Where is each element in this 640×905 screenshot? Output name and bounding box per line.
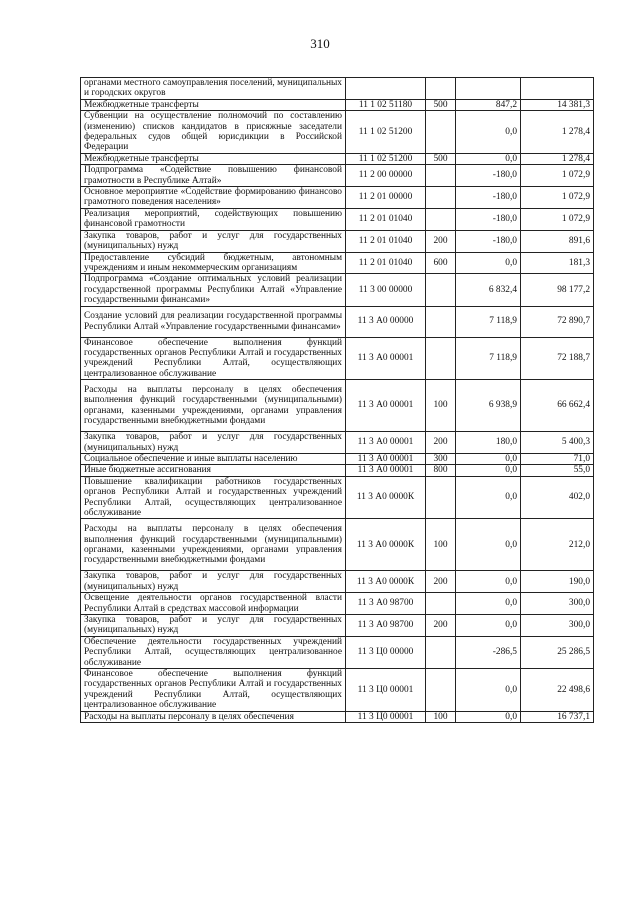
table-row xyxy=(81,593,594,615)
cell-description: Межбюджетные трансферты xyxy=(81,153,346,164)
table-row xyxy=(81,519,594,571)
cell-change-amount xyxy=(456,78,521,100)
cell-description: Расходы на выплаты персоналу в целях обеспечения xyxy=(81,711,346,722)
cell-expense-type xyxy=(426,306,456,337)
cell-description: Финансовое обеспечение выполнения функций государственных органов Республики Алтай и государственных учреждений Республики Алтай, осуществляющих централизованное обслуживание xyxy=(81,669,346,712)
cell-expense-type xyxy=(426,636,456,668)
cell-classification-code: 11 3 А0 00000 xyxy=(346,306,426,337)
cell-change-amount: 0,0 xyxy=(456,711,521,722)
cell-classification-code: 11 3 00 00000 xyxy=(346,274,426,306)
cell-change-amount: 7 118,9 xyxy=(456,306,521,337)
cell-change-amount: -180,0 xyxy=(456,208,521,230)
cell-description: Создание условий для реализации государственной программы Республики Алтай «Управление государственными финансами» xyxy=(81,306,346,337)
table-row xyxy=(81,165,594,187)
table-row xyxy=(81,111,594,154)
cell-expense-type xyxy=(426,111,456,154)
cell-classification-code: 11 2 01 00000 xyxy=(346,187,426,209)
cell-expense-type xyxy=(426,476,456,519)
cell-description: Реализация мероприятий, содействующих повышению финансовой грамотности xyxy=(81,208,346,230)
cell-change-amount: 0,0 xyxy=(456,465,521,476)
cell-classification-code: 11 2 01 01040 xyxy=(346,252,426,274)
table-row xyxy=(81,380,594,432)
cell-total-amount: 5 400,3 xyxy=(521,432,594,454)
cell-total-amount: 66 662,4 xyxy=(521,380,594,432)
cell-expense-type xyxy=(426,208,456,230)
table-row xyxy=(81,99,594,110)
cell-description: Иные бюджетные ассигнования xyxy=(81,465,346,476)
cell-classification-code xyxy=(346,78,426,100)
cell-total-amount: 1 278,4 xyxy=(521,111,594,154)
cell-classification-code: 11 2 01 01040 xyxy=(346,208,426,230)
cell-description: Закупка товаров, работ и услуг для государственных (муниципальных) нужд xyxy=(81,230,346,252)
table-row xyxy=(81,711,594,722)
cell-expense-type xyxy=(426,165,456,187)
cell-change-amount: 0,0 xyxy=(456,519,521,571)
cell-description: Субвенции на осуществление полномочий по составлению (изменению) списков кандидатов в присяжные заседатели федеральных судов общей юрисдикции в Российской Федерации xyxy=(81,111,346,154)
cell-change-amount: 0,0 xyxy=(456,571,521,593)
cell-expense-type xyxy=(426,337,456,380)
cell-change-amount: -286,5 xyxy=(456,636,521,668)
cell-expense-type: 100 xyxy=(426,519,456,571)
cell-total-amount: 98 177,2 xyxy=(521,274,594,306)
cell-change-amount: 0,0 xyxy=(456,669,521,712)
cell-description: Межбюджетные трансферты xyxy=(81,99,346,110)
cell-change-amount: 6 832,4 xyxy=(456,274,521,306)
page-number: 310 xyxy=(310,36,330,51)
budget-table xyxy=(80,77,594,723)
cell-total-amount xyxy=(521,78,594,100)
cell-change-amount: 0,0 xyxy=(456,476,521,519)
cell-description: Финансовое обеспечение выполнения функций государственных органов Республики Алтай и государственных учреждений Республики Алтай, осуществляющих централизованное обслуживание xyxy=(81,337,346,380)
cell-change-amount: 0,0 xyxy=(456,111,521,154)
cell-classification-code: 11 1 02 51200 xyxy=(346,111,426,154)
cell-description: Расходы на выплаты персоналу в целях обеспечения выполнения функций государственными (муниципальными) органами, казенными учреждениями, органами управления государственными внебюджетными фондами xyxy=(81,519,346,571)
table-row xyxy=(81,636,594,668)
cell-expense-type xyxy=(426,187,456,209)
cell-change-amount: 6 938,9 xyxy=(456,380,521,432)
cell-change-amount: 180,0 xyxy=(456,432,521,454)
cell-description: Подпрограмма «Содействие повышению финансовой грамотности в Республике Алтай» xyxy=(81,165,346,187)
cell-description: Обеспечение деятельности государственных учреждений Республики Алтай, осуществляющих централизованное обслуживание xyxy=(81,636,346,668)
table-row xyxy=(81,153,594,164)
cell-classification-code: 11 3 А0 0000К xyxy=(346,519,426,571)
cell-total-amount: 1 072,9 xyxy=(521,187,594,209)
table-row xyxy=(81,571,594,593)
cell-change-amount: 0,0 xyxy=(456,593,521,615)
cell-expense-type: 500 xyxy=(426,99,456,110)
cell-description: Повышение квалификации работников государственных органов Республики Алтай и государственных учреждений Республики Алтай, осуществляющих централизованное обслуживание xyxy=(81,476,346,519)
table-row xyxy=(81,208,594,230)
cell-classification-code: 11 3 А0 00001 xyxy=(346,453,426,464)
cell-classification-code: 11 3 Ц0 00001 xyxy=(346,669,426,712)
cell-classification-code: 11 3 А0 98700 xyxy=(346,615,426,637)
table-row xyxy=(81,78,594,100)
cell-total-amount: 71,0 xyxy=(521,453,594,464)
cell-total-amount: 72 188,7 xyxy=(521,337,594,380)
cell-total-amount: 14 381,3 xyxy=(521,99,594,110)
cell-description: органами местного самоуправления поселений, муниципальных и городских округов xyxy=(81,78,346,100)
cell-total-amount: 891,6 xyxy=(521,230,594,252)
cell-classification-code: 11 1 02 51200 xyxy=(346,153,426,164)
cell-classification-code: 11 3 А0 98700 xyxy=(346,593,426,615)
cell-change-amount: 7 118,9 xyxy=(456,337,521,380)
cell-description: Расходы на выплаты персоналу в целях обеспечения выполнения функций государственными (муниципальными) органами, казенными учреждениями, органами управления государственными внебюджетными фондами xyxy=(81,380,346,432)
table-row xyxy=(81,432,594,454)
cell-classification-code: 11 3 А0 0000К xyxy=(346,571,426,593)
cell-classification-code: 11 3 А0 0000К xyxy=(346,476,426,519)
cell-expense-type: 800 xyxy=(426,465,456,476)
cell-description: Предоставление субсидий бюджетным, автономным учреждениям и иным некоммерческим организациям xyxy=(81,252,346,274)
cell-expense-type: 100 xyxy=(426,711,456,722)
table-row xyxy=(81,615,594,637)
cell-expense-type xyxy=(426,669,456,712)
cell-change-amount: 847,2 xyxy=(456,99,521,110)
cell-description: Закупка товаров, работ и услуг для государственных (муниципальных) нужд xyxy=(81,615,346,637)
cell-expense-type xyxy=(426,274,456,306)
table-row xyxy=(81,476,594,519)
cell-total-amount: 300,0 xyxy=(521,593,594,615)
cell-classification-code: 11 1 02 51180 xyxy=(346,99,426,110)
cell-expense-type: 200 xyxy=(426,615,456,637)
cell-total-amount: 16 737,1 xyxy=(521,711,594,722)
cell-description: Основное мероприятие «Содействие формированию финансово грамотного поведения населения» xyxy=(81,187,346,209)
cell-total-amount: 55,0 xyxy=(521,465,594,476)
table-row xyxy=(81,465,594,476)
cell-total-amount: 72 890,7 xyxy=(521,306,594,337)
cell-classification-code: 11 3 А0 00001 xyxy=(346,380,426,432)
cell-description: Подпрограмма «Создание оптимальных условий реализации государственной программы Республики Алтай «Управление государственными финансами» xyxy=(81,274,346,306)
cell-description: Закупка товаров, работ и услуг для государственных (муниципальных) нужд xyxy=(81,571,346,593)
cell-total-amount: 190,0 xyxy=(521,571,594,593)
cell-total-amount: 25 286,5 xyxy=(521,636,594,668)
cell-classification-code: 11 3 А0 00001 xyxy=(346,432,426,454)
table-row xyxy=(81,230,594,252)
cell-classification-code: 11 3 Ц0 00000 xyxy=(346,636,426,668)
table-row xyxy=(81,306,594,337)
cell-change-amount: 0,0 xyxy=(456,252,521,274)
table-row xyxy=(81,274,594,306)
cell-change-amount: -180,0 xyxy=(456,187,521,209)
cell-expense-type: 200 xyxy=(426,432,456,454)
cell-total-amount: 402,0 xyxy=(521,476,594,519)
cell-total-amount: 1 072,9 xyxy=(521,165,594,187)
cell-change-amount: -180,0 xyxy=(456,230,521,252)
cell-total-amount: 212,0 xyxy=(521,519,594,571)
table-row xyxy=(81,252,594,274)
cell-change-amount: 0,0 xyxy=(456,615,521,637)
cell-expense-type: 600 xyxy=(426,252,456,274)
cell-classification-code: 11 3 А0 00001 xyxy=(346,465,426,476)
cell-change-amount: 0,0 xyxy=(456,153,521,164)
cell-expense-type: 100 xyxy=(426,380,456,432)
table-row xyxy=(81,187,594,209)
cell-classification-code: 11 3 Ц0 00001 xyxy=(346,711,426,722)
cell-classification-code: 11 3 А0 00001 xyxy=(346,337,426,380)
cell-total-amount: 300,0 xyxy=(521,615,594,637)
table-row xyxy=(81,453,594,464)
cell-expense-type: 500 xyxy=(426,153,456,164)
cell-expense-type: 200 xyxy=(426,230,456,252)
cell-classification-code: 11 2 00 00000 xyxy=(346,165,426,187)
cell-description: Закупка товаров, работ и услуг для государственных (муниципальных) нужд xyxy=(81,432,346,454)
table-row xyxy=(81,337,594,380)
cell-expense-type: 200 xyxy=(426,571,456,593)
cell-classification-code: 11 2 01 01040 xyxy=(346,230,426,252)
cell-description: Социальное обеспечение и иные выплаты населению xyxy=(81,453,346,464)
cell-change-amount: 0,0 xyxy=(456,453,521,464)
cell-total-amount: 22 498,6 xyxy=(521,669,594,712)
budget-table-body xyxy=(81,78,594,723)
cell-description: Освещение деятельности органов государственной власти Республики Алтай в средствах массовой информации xyxy=(81,593,346,615)
cell-expense-type xyxy=(426,78,456,100)
cell-total-amount: 181,3 xyxy=(521,252,594,274)
cell-total-amount: 1 072,9 xyxy=(521,208,594,230)
cell-expense-type xyxy=(426,593,456,615)
cell-total-amount: 1 278,4 xyxy=(521,153,594,164)
cell-expense-type: 300 xyxy=(426,453,456,464)
cell-change-amount: -180,0 xyxy=(456,165,521,187)
table-row xyxy=(81,669,594,712)
